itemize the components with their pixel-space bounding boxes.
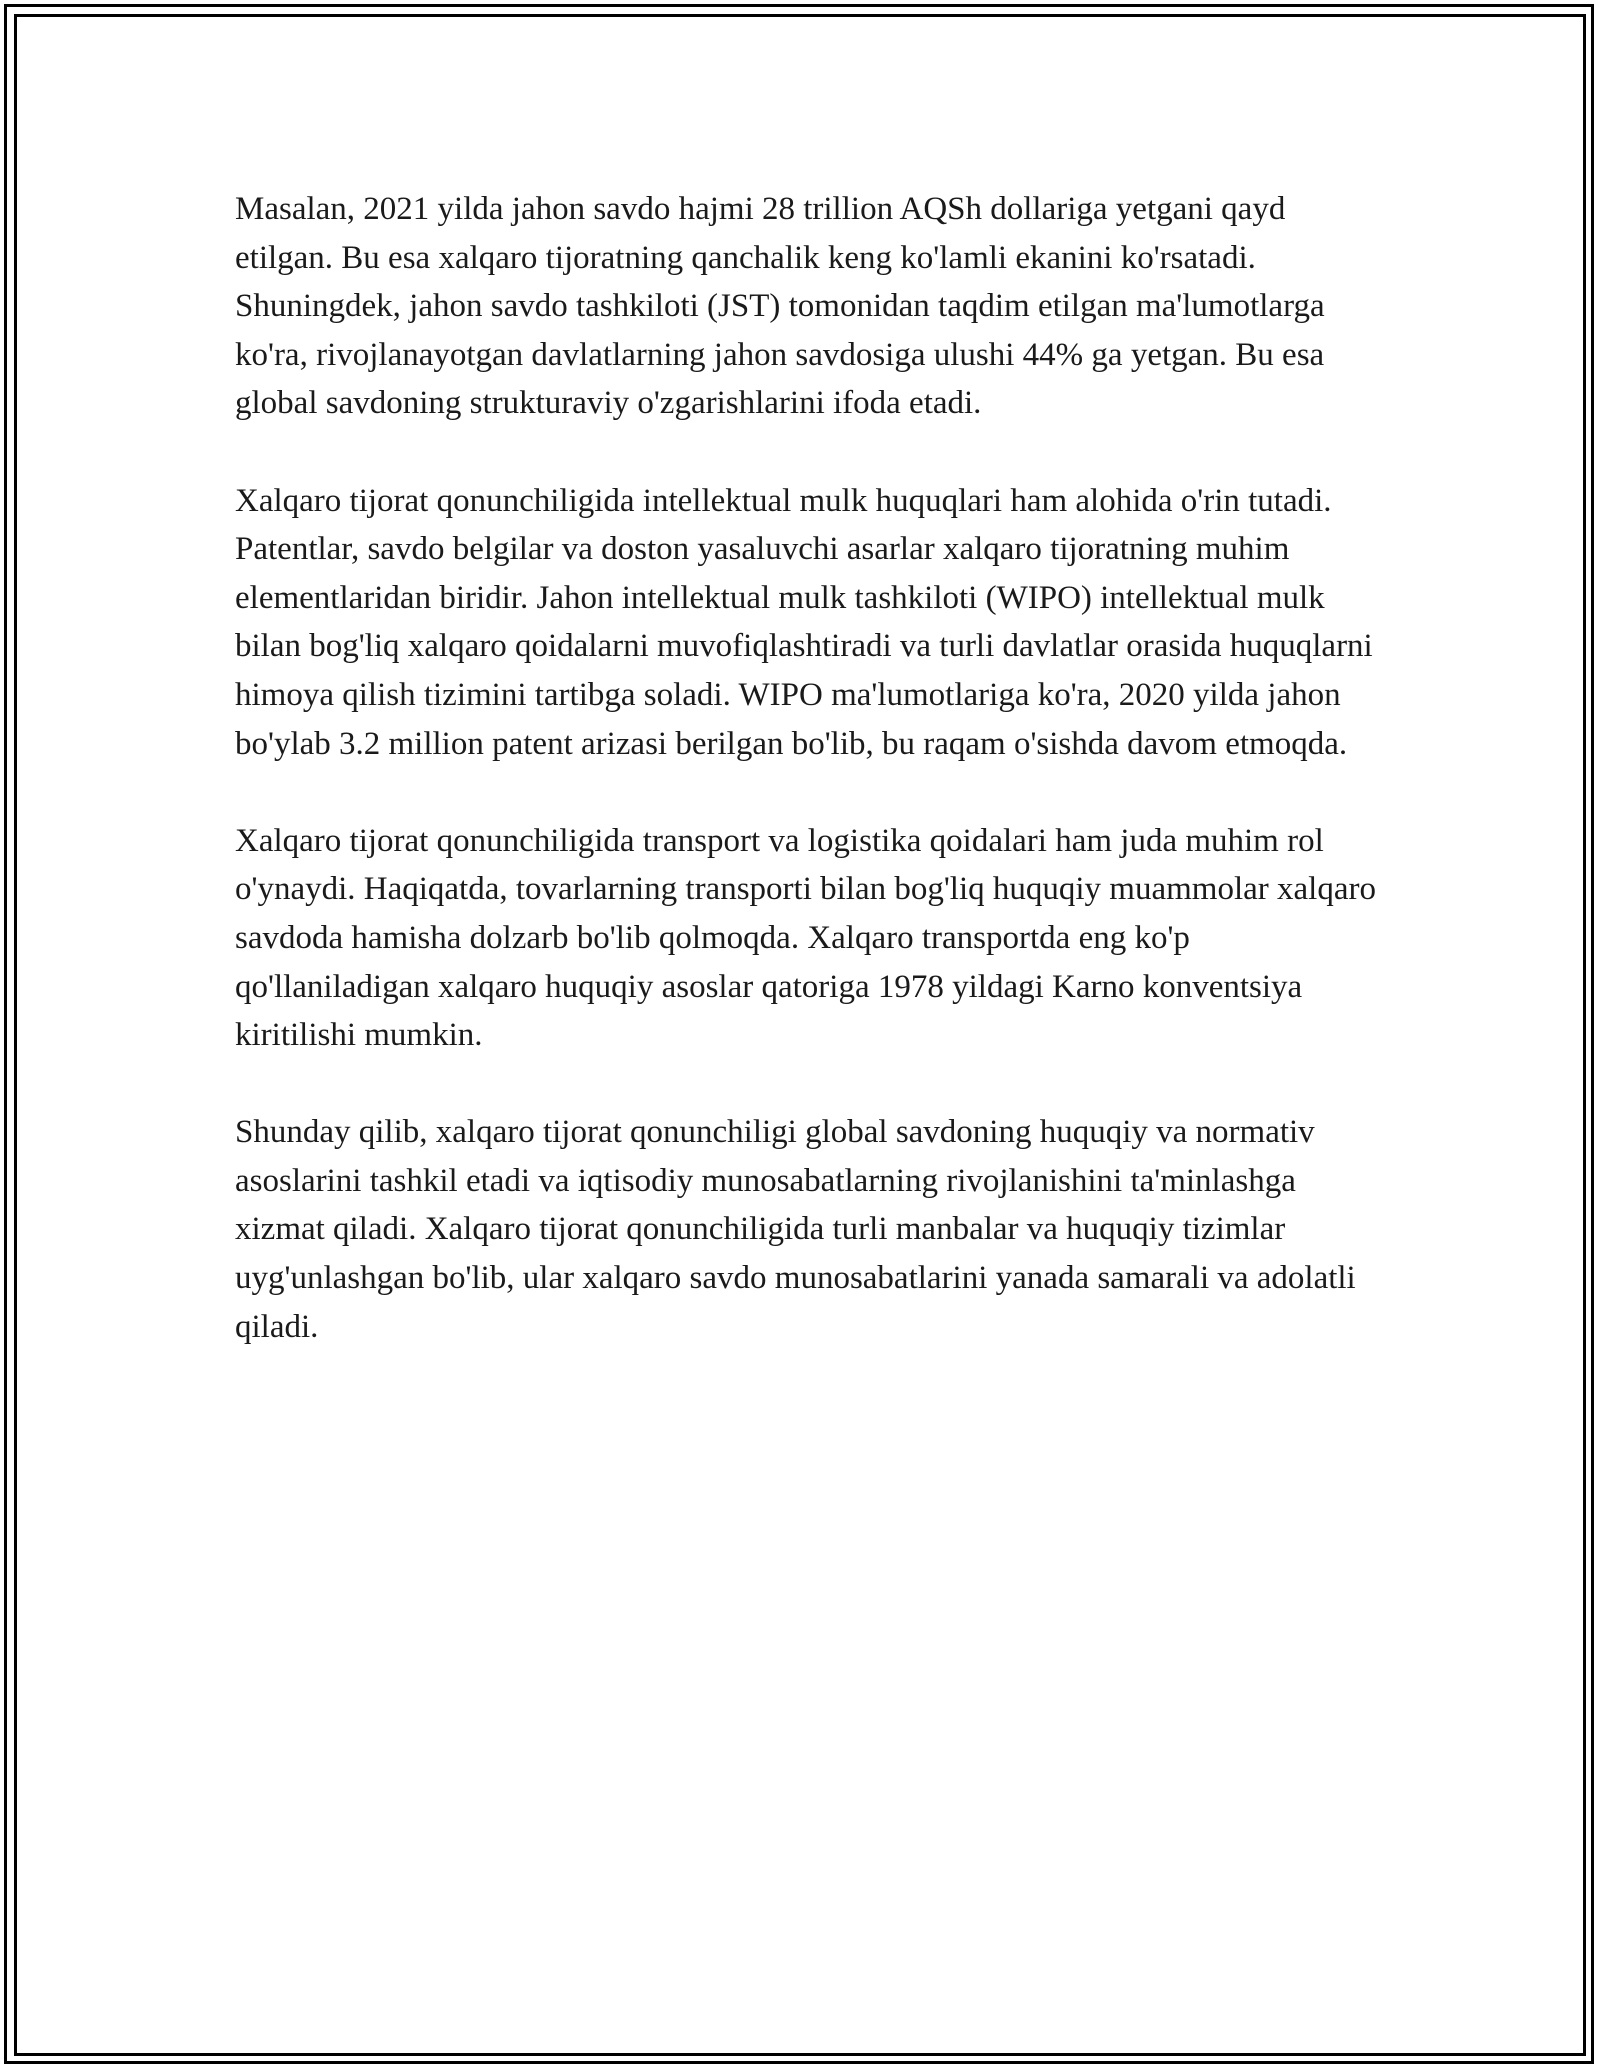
paragraph-transport-logistics: Xalqaro tijorat qonunchiligida transport va logistika qoidalari ham juda muhim rol o'ynaydi. Haqiqatda, tovarlarning transporti bilan bog'liq huquqiy muammolar xalqaro savdoda hamisha dolzarb bo'lib qolmoqda. Xalqaro transportda eng ko'p qo'llaniladigan xalqaro huquqiy asoslar qatoriga 1978 yildagi Karno konventsiya kiritilishi mumkin. bbox=[235, 822, 1376, 1054]
paragraph-world-trade-volume: Masalan, 2021 yilda jahon savdo hajmi 28 trillion AQSh dollariga yetgani qayd etilgan. Bu esa xalqaro tijoratning qanchalik keng ko'lamli ekanini ko'rsatadi. Shuningdek, jahon savdo tashkiloti (JST) tomonidan taqdim etilgan ma'lumotlarga ko'ra, rivojlanayotgan davlatlarning jahon savdosiga ulushi 44% ga yetgan. Bu esa global savdoning strukturaviy o'zgarishlarini ifoda etadi. bbox=[235, 191, 1325, 422]
paragraph-intellectual-property: Xalqaro tijorat qonunchiligida intellektual mulk huquqlari ham alohida o'rin tutadi. Patentlar, savdo belgilar va doston yasaluvchi asarlar xalqaro tijoratning muhim elementlaridan biridir. Jahon intellektual mulk tashkiloti (WIPO) intellektual mulk bilan bog'liq xalqaro qoidalarni muvofiqlashtiradi va turli davlatlar orasida huquqlarni himoya qilish tizimini tartibga soladi. WIPO ma'lumotlariga ko'ra, 2020 yilda jahon bo'ylab 3.2 million patent arizasi berilgan bo'lib, bu raqam o'sishda davom etmoqda. bbox=[235, 482, 1373, 762]
paragraph-conclusion: Shunday qilib, xalqaro tijorat qonunchiligi global savdoning huquqiy va normativ asoslarini tashkil etadi va iqtisodiy munosabatlarning rivojlanishini ta'minlashga xizmat qiladi. Xalqaro tijorat qonunchiligida turli manbalar va huquqiy tizimlar uyg'unlashgan bo'lib, ular xalqaro savdo munosabatlarini yanada samarali va adolatli qiladi. bbox=[235, 1114, 1356, 1345]
document-body bbox=[235, 185, 1385, 1400]
